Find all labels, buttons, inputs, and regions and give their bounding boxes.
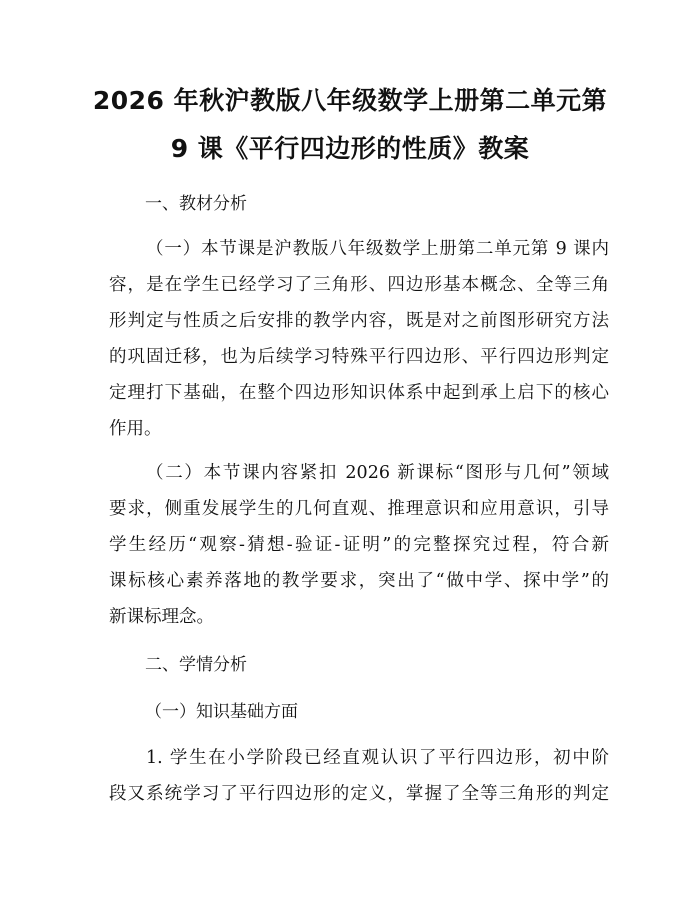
paragraph-line: 的巩固迁移，也为后续学习特殊平行四边形、平行四边形判定 xyxy=(109,347,609,367)
paragraph-line: 学生经历“观察-猜想-验证-证明”的完整探究过程，符合新 xyxy=(109,535,609,555)
paragraph-textbook-analysis-1 xyxy=(109,231,609,447)
paragraph-line: （二）本节课内容紧扣 2026 新课标“图形与几何”领域 xyxy=(146,463,609,483)
document-title-line-2: 9 课《平行四边形的性质》教案 xyxy=(170,134,530,163)
paragraph-line: 定理打下基础，在整个四边形知识体系中起到承上启下的核心 xyxy=(109,383,609,403)
subheading-knowledge-base: （一）知识基础方面 xyxy=(145,702,298,722)
paragraph-knowledge-item-1 xyxy=(109,740,609,812)
section-heading-student-analysis: 二、学情分析 xyxy=(145,655,247,675)
paragraph-line: 新课标理念。 xyxy=(109,607,214,627)
paragraph-line: 要求，侧重发展学生的几何直观、推理意识和应用意识，引导 xyxy=(109,499,609,519)
paragraph-line: （一）本节课是沪教版八年级数学上册第二单元第 9 课内 xyxy=(146,239,609,259)
paragraph-line: 课标核心素养落地的教学要求，突出了“做中学、探中学”的 xyxy=(109,571,609,591)
paragraph-line: 形判定与性质之后安排的教学内容，既是对之前图形研究方法 xyxy=(109,311,609,331)
section-heading-textbook-analysis: 一、教材分析 xyxy=(145,194,247,214)
paragraph-line: 容，是在学生已经学习了三角形、四边形基本概念、全等三角 xyxy=(109,275,609,295)
paragraph-textbook-analysis-2 xyxy=(109,455,609,635)
paragraph-line: 1. 学生在小学阶段已经直观认识了平行四边形，初中阶 xyxy=(146,748,609,768)
paragraph-line: 作用。 xyxy=(109,419,162,439)
document-title-line-1: 2026 年秋沪教版八年级数学上册第二单元第 xyxy=(92,86,608,115)
paragraph-line: 段又系统学习了平行四边形的定义，掌握了全等三角形的判定 xyxy=(109,784,609,804)
